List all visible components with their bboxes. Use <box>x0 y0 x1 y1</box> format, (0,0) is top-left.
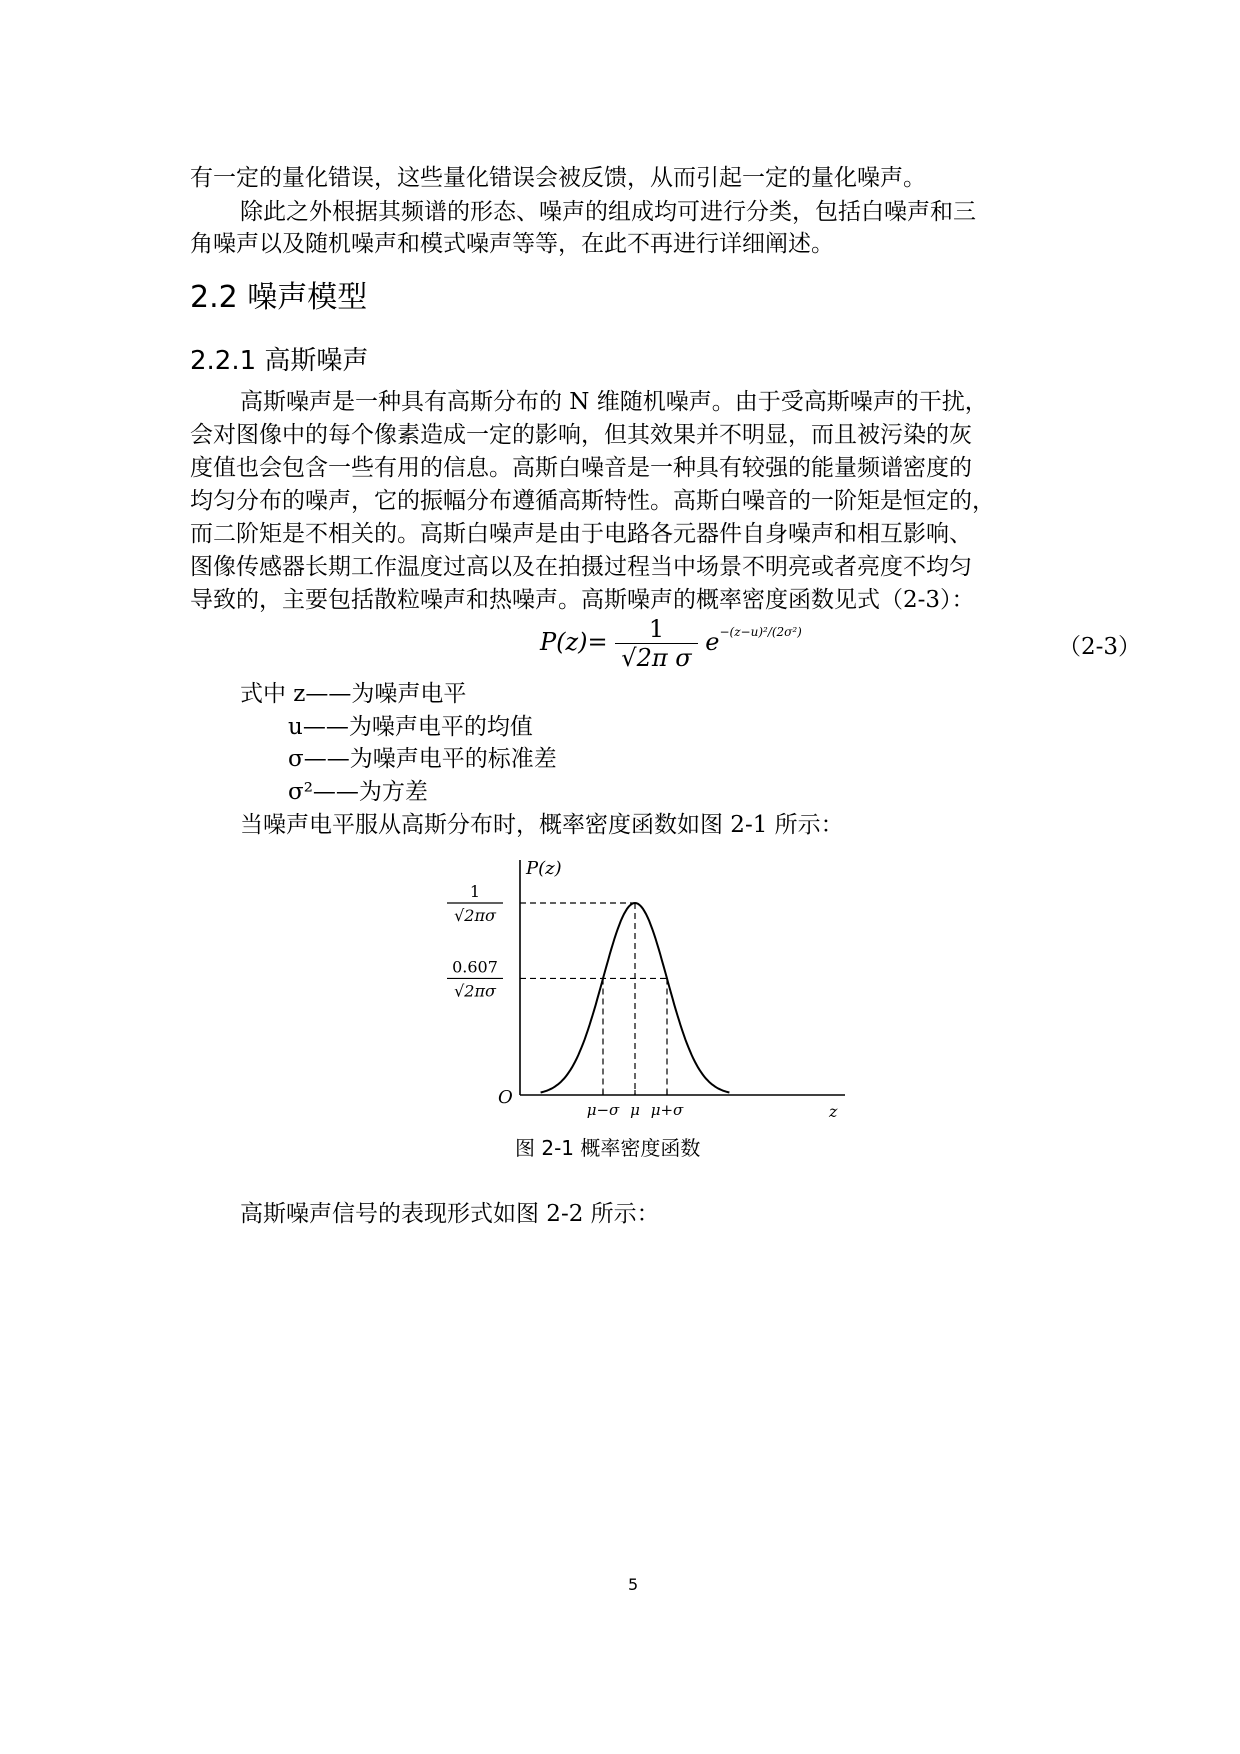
y-tick-peak-denominator: √2πσ <box>454 906 496 925</box>
gauss-line-5: 而二阶矩是不相关的。高斯白噪声是由于电路各元器件自身噪声和相互影响、 <box>190 521 972 547</box>
gaussian-formula <box>540 615 802 672</box>
x-tick-label: μ−σ <box>586 1101 620 1119</box>
x-tick-label: μ <box>630 1101 640 1119</box>
intro-line-2: 除此之外根据其频谱的形态、噪声的组成均可进行分类，包括白噪声和三 <box>240 199 976 225</box>
x-tick-label: μ+σ <box>650 1101 684 1119</box>
figure2-intro: 高斯噪声信号的表现形式如图 2-2 所示： <box>240 1201 660 1227</box>
figure-caption: 图 2-1 概率密度函数 <box>515 1136 701 1160</box>
page-number: 5 <box>628 1575 639 1594</box>
formula-fraction <box>615 615 697 672</box>
definition-z: 式中 z——为噪声电平 <box>240 681 467 707</box>
figure-intro: 当噪声电平服从高斯分布时，概率密度函数如图 2-1 所示： <box>240 812 844 838</box>
y-axis-label: P(z) <box>526 858 562 879</box>
x-axis-label: z <box>829 1102 838 1121</box>
origin-label: O <box>498 1087 513 1108</box>
y-tick-peak-numerator: 1 <box>469 882 481 901</box>
formula-base: e <box>705 628 720 656</box>
formula-lhs: P(z)= <box>540 628 608 656</box>
intro-line-1: 有一定的量化错误，这些量化错误会被反馈，从而引起一定的量化噪声。 <box>190 165 926 191</box>
definition-variance: σ²——为方差 <box>288 779 428 805</box>
gauss-line-3: 度值也会包含一些有用的信息。高斯白噪音是一种具有较强的能量频谱密度的 <box>190 455 972 481</box>
formula-numerator: 1 <box>615 615 697 644</box>
formula-exponent: −(z−u)²/(2σ²) <box>719 625 802 639</box>
definition-u: u——为噪声电平的均值 <box>288 714 533 740</box>
gauss-line-1: 高斯噪声是一种具有高斯分布的 N 维随机噪声。由于受高斯噪声的干扰， <box>240 389 988 415</box>
equation-number: （2-3） <box>1058 634 1142 660</box>
gaussian-pdf-chart <box>440 845 860 1125</box>
gauss-line-2: 会对图像中的每个像素造成一定的影响，但其效果并不明显，而且被污染的灰 <box>190 422 972 448</box>
gauss-line-7: 导致的，主要包括散粒噪声和热噪声。高斯噪声的概率密度函数见式（2-3）： <box>190 587 975 613</box>
y-tick-0607-numerator: 0.607 <box>452 957 498 977</box>
section-title: 2.2 噪声模型 <box>190 280 368 315</box>
subsection-title: 2.2.1 高斯噪声 <box>190 346 369 376</box>
y-tick-0607-denominator: √2πσ <box>454 981 496 1001</box>
formula-denominator: √2π σ <box>621 644 692 672</box>
intro-line-3: 角噪声以及随机噪声和模式噪声等等，在此不再进行详细阐述。 <box>190 231 834 257</box>
gauss-line-4: 均匀分布的噪声，它的振幅分布遵循高斯特性。高斯白噪音的一阶矩是恒定的， <box>190 488 995 514</box>
definition-sigma: σ——为噪声电平的标准差 <box>288 746 557 772</box>
gauss-line-6: 图像传感器长期工作温度过高以及在拍摄过程当中场景不明亮或者亮度不均匀 <box>190 554 972 580</box>
